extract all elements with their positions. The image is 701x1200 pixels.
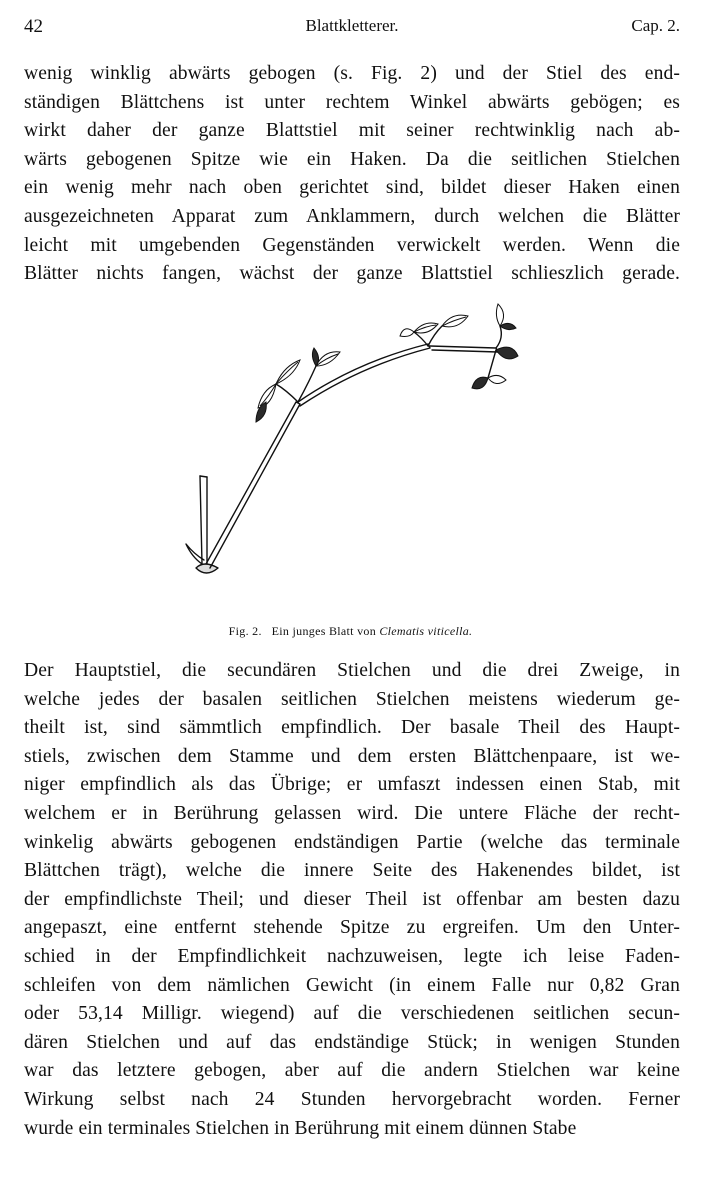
figure-caption — [0, 624, 701, 639]
text-line: ein wenig mehr nach oben gerichtet sind, bildet dieser Haken einen — [24, 177, 680, 199]
text-line: Wirkung selbst nach 24 Stunden hervorgebracht worden. Ferner — [24, 1088, 680, 1110]
text-line: war das letztere gebogen, aber auf die andern Stielchen war keine — [24, 1060, 680, 1082]
leaflet — [312, 348, 318, 366]
text-line: stiels, zwischen dem Stamme und dem ersten Blättchenpaare, ist we- — [24, 745, 680, 767]
leaflet — [414, 323, 438, 333]
text-line: welche jedes der basalen seitlichen Stielchen meistens wiederum ge- — [24, 688, 680, 710]
leaflet — [500, 323, 516, 329]
text-line: wirkt daher der ganze Blattstiel mit seiner rechtwinklig nach ab- — [24, 120, 680, 142]
leaflet — [488, 375, 506, 383]
text-line: oder 53,14 Milligr. wiegend) auf die verschiedenen seitlichen secun- — [24, 1003, 680, 1025]
text-line: angepaszt, eine entfernt stehende Spitze zu ergreifen. Um den Unter- — [24, 917, 680, 939]
stem-stub — [200, 476, 207, 564]
stem-node — [196, 564, 218, 573]
caption-text: Ein junges Blatt von — [271, 624, 376, 638]
text-line: winkelig abwärts gebogenen endständigen Partie (welche das terminale — [24, 831, 680, 853]
text-line: theilt ist, sind sämmtlich empfindlich. Der basale Theil des Haupt- — [24, 717, 680, 739]
paragraph-top — [24, 60, 680, 289]
leaflet — [496, 347, 518, 359]
lateral-stalk-1 — [276, 384, 298, 402]
chapter-label: Cap. 2. — [631, 16, 680, 35]
figure-clematis-leaf — [176, 302, 536, 602]
main-petiole — [206, 402, 300, 568]
text-line: Blätter nichts fangen, wächst der ganze Blattstiel schlieszlich gerade. — [24, 263, 680, 285]
text-line: schleifen von dem nämlichen Gewicht (in einem Falle nur 0,82 Gran — [24, 974, 680, 996]
text-line: Der Hauptstiel, die secundären Stielchen und die drei Zweige, in — [24, 660, 680, 681]
page-number: 42 — [24, 16, 43, 37]
text-line: ausgezeichneten Apparat zum Anklammern, durch welchen die Blätter — [24, 205, 680, 227]
text-line: wenig winklig abwärts gebogen (s. Fig. 2) und der Stiel des end- — [24, 63, 680, 84]
leaf-illustration — [176, 302, 536, 602]
text-line: ständigen Blättchens ist unter rechtem Winkel abwärts gebögen; es — [24, 91, 680, 113]
text-line: wärts gebogenen Spitze wie ein Haken. Da die seitlichen Stielchen — [24, 148, 680, 170]
text-line: der empfindlichste Theil; und dieser Theil ist offenbar am besten dazu — [24, 888, 680, 910]
caption-label: Fig. 2. — [228, 624, 262, 638]
hooked-tip — [430, 346, 498, 352]
caption-species: Clematis viticella. — [379, 624, 473, 638]
text-line: schied in der Empfindlichkeit nachzuweisen, legte ich leise Faden- — [24, 945, 680, 967]
text-line: dären Stielchen und auf das endständige Stück; in wenigen Stunden — [24, 1031, 680, 1053]
running-title: Blattkletterer. — [305, 16, 399, 35]
leaflet — [442, 315, 468, 327]
text-line: welchem er in Berührung gelassen wird. Die untere Fläche der recht- — [24, 802, 680, 824]
leaflet — [472, 377, 488, 389]
leaflet — [400, 329, 414, 337]
text-line: wurde ein terminales Stielchen in Berührung mit einem dünnen Stabe — [24, 1117, 577, 1139]
text-line: niger empfindlich als das Übrige; er umfaszt indessen einen Stab, mit — [24, 774, 680, 796]
running-header — [24, 16, 680, 42]
leaflet — [496, 304, 503, 326]
text-line: leicht mit umgebenden Gegenständen verwickelt werden. Wenn die — [24, 234, 680, 256]
text-line: Blättchen trägt), welche die innere Seite des Hakenendes bildet, ist — [24, 860, 680, 882]
secondary-stalk — [414, 332, 428, 346]
paragraph-bottom — [24, 657, 680, 1143]
